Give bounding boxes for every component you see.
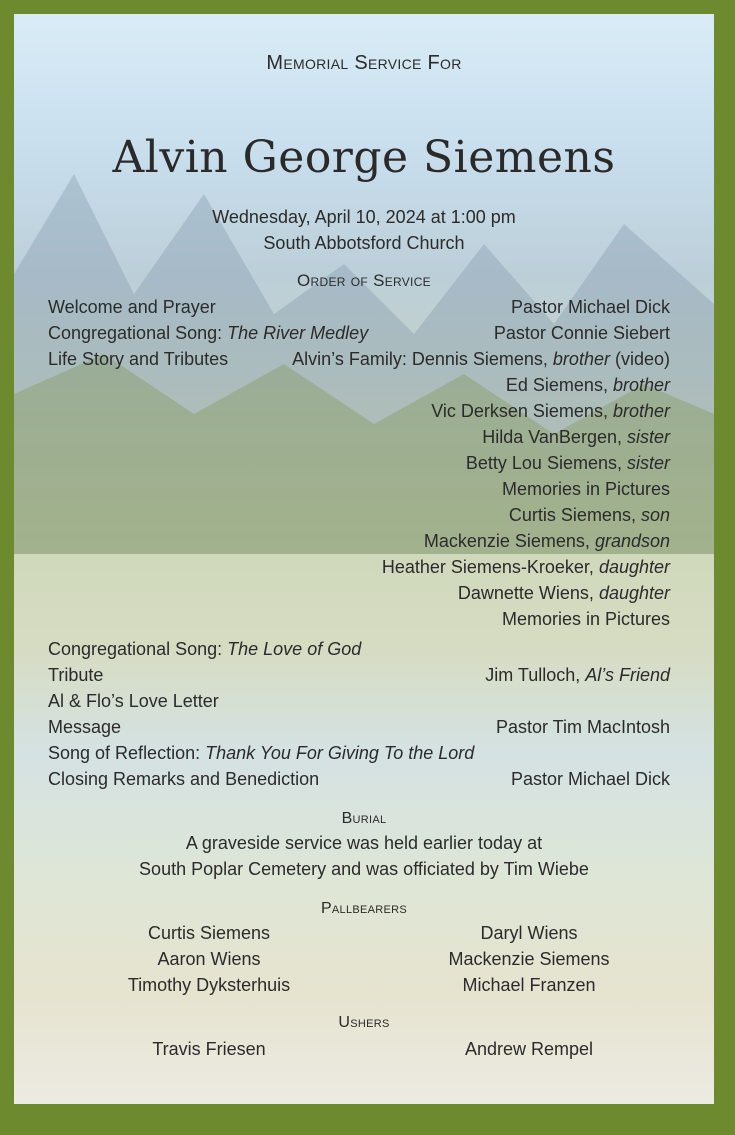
tribute-speaker [485, 664, 670, 686]
closing-label: Closing Remarks and Benediction [48, 769, 320, 789]
welcome-officiant: Pastor Michael Dick [510, 297, 670, 317]
pallbearers-heading: Pallbearers [320, 900, 408, 917]
tribute-name: Curtis Siemens, [508, 505, 641, 525]
tribute-role: sister [626, 453, 670, 473]
first-tribute-role: brother [552, 349, 610, 369]
life-story-label: Life Story and Tributes [48, 349, 229, 369]
pallbearer-name: Aaron Wiens [157, 949, 261, 969]
song2-prefix: Congregational Song: [48, 639, 228, 659]
pallbearer-name: Mackenzie Siemens [448, 949, 610, 969]
ushers-heading: Ushers [338, 1014, 390, 1031]
pallbearer-name: Daryl Wiens [480, 923, 578, 943]
tribute-name: Betty Lou Siemens, [465, 453, 627, 473]
tribute-role: daughter [598, 557, 670, 577]
burial-line-2: South Poplar Cemetery and was officiated by Tim Wiebe [139, 859, 589, 879]
tribute-name: Memories in Pictures [501, 609, 670, 629]
tribute-role: brother [612, 375, 670, 395]
tribute-speaker-name: Jim Tulloch, [485, 665, 586, 685]
tribute-name: Hilda VanBergen, [482, 427, 627, 447]
tribute-item [424, 530, 670, 552]
life-story-first-tribute [292, 348, 670, 370]
tribute-role: son [640, 505, 670, 525]
tribute-item [482, 426, 670, 448]
song1-prefix: Congregational Song: [48, 323, 228, 343]
message-label: Message [48, 717, 122, 737]
deceased-name-title: Alvin George Siemens [112, 132, 616, 183]
song2-line [48, 638, 361, 660]
pallbearer-name: Michael Franzen [462, 975, 596, 995]
burial-heading: Burial [341, 810, 387, 827]
reflection-title: Thank You For Giving To the Lord [205, 743, 475, 763]
song1-title: The River Medley [227, 323, 369, 343]
first-tribute-suffix: (video) [609, 349, 670, 369]
service-location: South Abbotsford Church [263, 233, 465, 253]
burial-line-1: A graveside service was held earlier today at [185, 833, 543, 853]
tribute-item [502, 608, 670, 630]
welcome-label: Welcome and Prayer [48, 297, 216, 317]
tribute-label: Tribute [48, 665, 104, 685]
usher-name: Travis Friesen [152, 1039, 266, 1059]
love-letter-label: Al & Flo’s Love Letter [48, 691, 219, 711]
service-date-time: Wednesday, April 10, 2024 at 1:00 pm [212, 207, 516, 227]
song2-title: The Love of God [227, 639, 362, 659]
song1-leader: Pastor Connie Siebert [493, 323, 670, 343]
order-of-service-heading: Order of Service [297, 271, 431, 290]
tribute-name: Heather Siemens-Kroeker, [381, 557, 599, 577]
tribute-item [506, 374, 670, 396]
tribute-role: brother [612, 401, 670, 421]
tribute-speaker-role: Al’s Friend [585, 665, 670, 685]
reflection-line [48, 742, 474, 764]
usher-name: Andrew Rempel [464, 1039, 594, 1059]
tribute-item [382, 556, 670, 578]
tribute-name: Ed Siemens, [505, 375, 613, 395]
tribute-name: Dawnette Wiens, [457, 583, 599, 603]
tribute-name: Memories in Pictures [501, 479, 670, 499]
program-page [14, 14, 714, 1104]
closing-officiant: Pastor Michael Dick [510, 769, 670, 789]
tribute-item [466, 452, 670, 474]
reflection-prefix: Song of Reflection: [48, 743, 206, 763]
tribute-item [502, 478, 670, 500]
pallbearer-name: Timothy Dyksterhuis [127, 975, 291, 995]
song1-line [48, 322, 368, 344]
tribute-item [458, 582, 670, 604]
tribute-item [509, 504, 670, 526]
tribute-role: grandson [594, 531, 670, 551]
tribute-name: Mackenzie Siemens, [423, 531, 595, 551]
first-tribute-name: Alvin’s Family: Dennis Siemens, [292, 349, 553, 369]
tribute-name: Vic Derksen Siemens, [431, 401, 613, 421]
tribute-item [431, 400, 670, 422]
tribute-role: sister [626, 427, 670, 447]
tribute-role: daughter [598, 583, 670, 603]
message-speaker: Pastor Tim MacIntosh [495, 717, 670, 737]
memorial-service-kicker: Memorial Service For [266, 52, 462, 74]
pallbearer-name: Curtis Siemens [147, 923, 271, 943]
